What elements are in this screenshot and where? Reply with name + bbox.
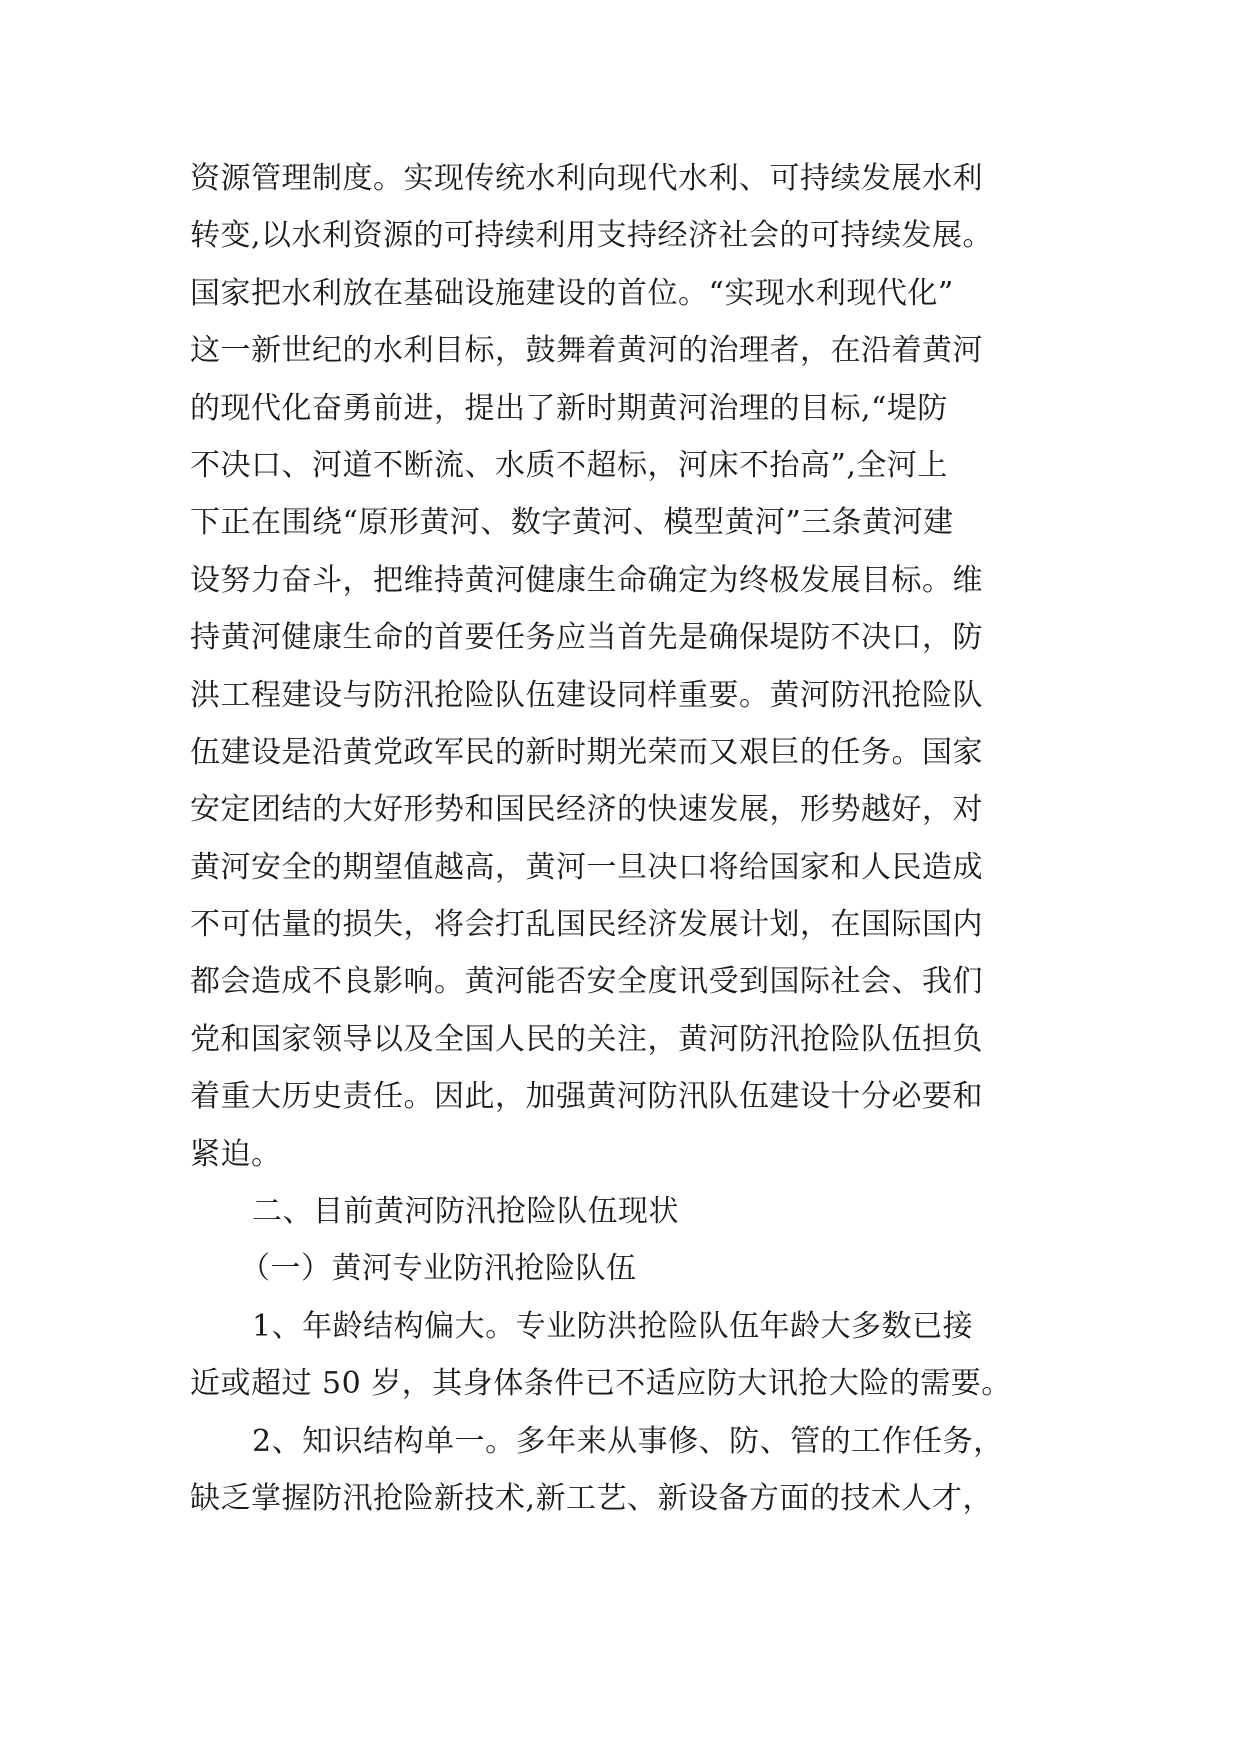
list-item-line: 2、知识结构单一。多年来从事修、防、管的工作任务， <box>252 1423 1004 1459</box>
paragraph-line: 下正在围绕“原形黄河、数字黄河、模型黄河”三条黄河建 <box>190 505 954 541</box>
paragraph-line: 不可估量的损失，将会打乱国民经济发展计划，在国际国内 <box>190 907 983 943</box>
paragraph-line: 持黄河健康生命的首要任务应当首先是确保堤防不决口，防 <box>190 620 983 656</box>
subsection-heading: （一）黄河专业防汛抢险队伍 <box>240 1251 637 1287</box>
paragraph-line: 着重大历史责任。因此，加强黄河防汛队伍建设十分必要和 <box>190 1079 983 1115</box>
document-body <box>190 150 1070 1527</box>
list-item-line: 近或超过 50 岁，其身体条件已不适应防大讯抢大险的需要。 <box>190 1366 1012 1402</box>
paragraph-line: 转变,以水利资源的可持续利用支持经济社会的可持续发展。 <box>190 218 994 254</box>
list-item-line: 1、年龄结构偏大。专业防洪抢险队伍年龄大多数已接 <box>252 1308 974 1344</box>
paragraph-line: 设努力奋斗，把维持黄河健康生命确定为终极发展目标。维 <box>190 562 983 598</box>
paragraph-line: 国家把水利放在基础设施建设的首位。“实现水利现代化” <box>190 275 954 311</box>
section-heading: 二、目前黄河防汛抢险队伍现状 <box>252 1194 679 1230</box>
paragraph-line: 资源管理制度。实现传统水利向现代水利、可持续发展水利 <box>190 161 983 196</box>
paragraph-line: 黄河安全的期望值越高，黄河一旦决口将给国家和人民造成 <box>190 849 983 885</box>
list-item-line: 缺乏掌握防汛抢险新技术,新工艺、新设备方面的技术人才， <box>190 1480 994 1516</box>
paragraph-line: 这一新世纪的水利目标，鼓舞着黄河的治理者，在沿着黄河 <box>190 333 983 369</box>
paragraph-line: 伍建设是沿黄党政军民的新时期光荣而又艰巨的任务。国家 <box>190 734 983 770</box>
paragraph-line: 洪工程建设与防汛抢险队伍建设同样重要。黄河防汛抢险队 <box>190 677 983 713</box>
paragraph-line: 都会造成不良影响。黄河能否安全度讯受到国际社会、我们 <box>190 964 983 1000</box>
paragraph-line: 紧迫。 <box>190 1136 282 1172</box>
paragraph-line: 不决口、河道不断流、水质不超标，河床不抬高”,全河上 <box>190 447 948 483</box>
paragraph-line: 的现代化奋勇前进，提出了新时期黄河治理的目标,“堤防 <box>190 390 948 426</box>
paragraph-line: 安定团结的大好形势和国民经济的快速发展，形势越好，对 <box>190 792 983 828</box>
paragraph-line: 党和国家领导以及全国人民的关注，黄河防汛抢险队伍担负 <box>190 1021 983 1057</box>
